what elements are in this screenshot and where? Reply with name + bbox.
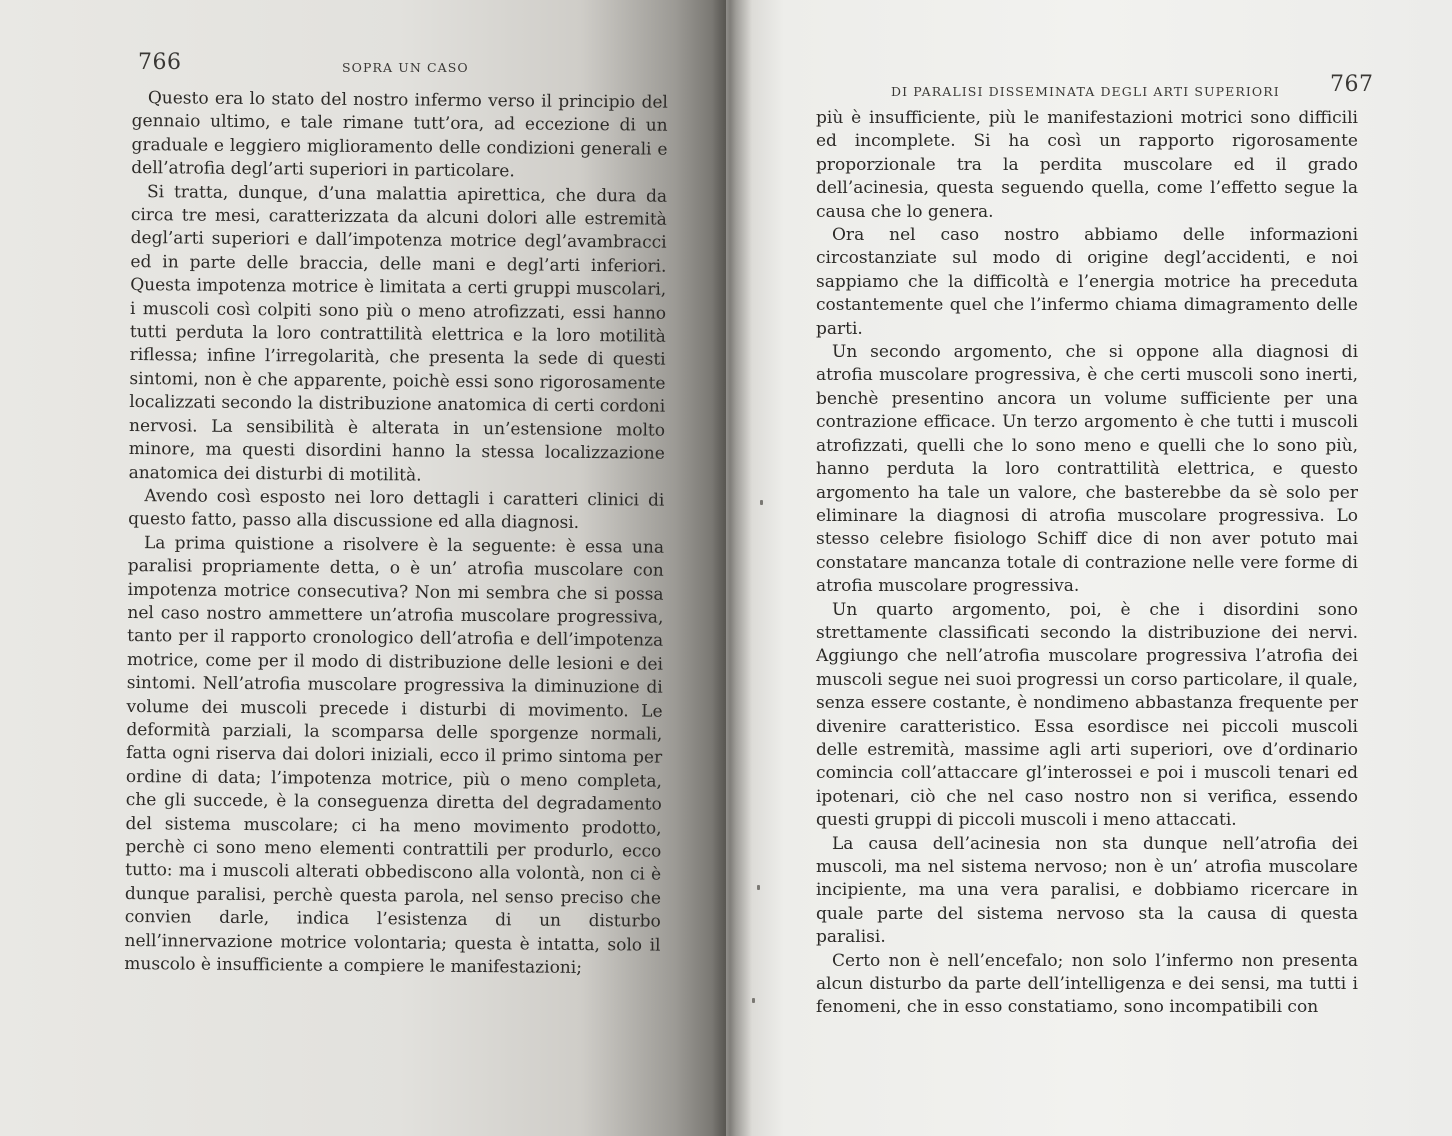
binding-mark <box>757 885 760 890</box>
paragraph: Un quarto argomento, poi, è che i disordini sono strettamente classificati secondo la distribuzione dei nervi. Aggiungo che nell’atrofia muscolare progressiva l’atrofia dei muscoli segue nei suoi progressi un corso particolare, il quale, senza essere costante, è nondimeno abbastanza frequente per divenire caratteristico. Essa esordisce nei piccoli muscoli delle estremità, massime agli arti superiori, ove d’ordinario comincia coll’attaccare gl’interossei e poi i muscoli tenari ed ipotenari, ciò che nel caso nostro non si verifica, essendo questi gruppi di piccoli muscoli i meno attaccati. <box>816 599 1358 831</box>
running-head: SOPRA UN CASO <box>342 60 469 75</box>
right-page <box>726 0 1452 1136</box>
page-number: 767 <box>1330 72 1374 97</box>
running-head: DI PARALISI DISSEMINATA DEGLI ARTI SUPERIORI <box>891 84 1280 99</box>
paragraph: La prima quistione a risolvere è la seguente: è essa una paralisi propriamente detta, o è un’ atrofia muscolare con impotenza motrice consecutiva? Non mi sembra che si possa nel caso nostro ammettere un’atrofia muscolare progressiva, tanto per il rapporto cronologico dell’atrofia e dell’impotenza motrice, come per il modo di distribuzione delle lesioni e dei sintomi. Nell’atrofia muscolare progressiva la diminuzione di volume dei muscoli precede i disturbi di movimento. Le deformità parziali, la scomparsa delle sporgenze normali, fatta ogni riserva dai dolori iniziali, ecco il primo sintoma per ordine di data; l’impotenza motrice, più o meno completa, che gli succede, è la conseguenza diretta del degradamento del sistema muscolare; ci ha meno movimento prodotto, perchè ci sono meno elementi contrattili per produrlo, ecco tutto: ma i muscoli alterati obbediscono alla volontà, non ci è dunque paralisi, perchè questa parola, nel senso preciso che convien darle, indica l’esistenza di un disturbo nell’innervazione motrice volontaria; questa è intatta, solo il muscolo è insufficiente a compiere le manifestazioni; <box>124 532 665 978</box>
binding-mark <box>752 998 755 1003</box>
paragraph: Questo era lo stato del nostro infermo verso il principio del gennaio ultimo, e tale rimane tutt’ora, ad eccezione di un graduale e leggiero miglioramento delle condizioni generali e dell’atrofia degl’arti superiori in particolare. <box>131 88 668 182</box>
paragraph: La causa dell’acinesia non sta dunque nell’atrofia dei muscoli, ma nel sistema nervoso; non è un’ atrofia muscolare incipiente, ma una vera paralisi, e dobbiamo ricercare in quale parte del sistema nervoso sta la causa di questa paralisi. <box>816 833 1358 948</box>
paragraph: Certo non è nell’encefalo; non solo l’infermo non presenta alcun disturbo da parte dell’intelligenza e dei sensi, ma tutti i fenomeni, che in esso constatiamo, sono incompatibili con <box>816 950 1358 1018</box>
left-page-header <box>0 50 726 80</box>
binding-mark <box>760 500 763 505</box>
right-page-body <box>816 107 1358 1020</box>
paragraph: Si tratta, dunque, d’una malattia apirettica, che dura da circa tre mesi, caratterizzata da alcuni dolori alle estremità degl’arti superiori e dall’impotenza motrice degl’avambracci ed in parte delle braccia, delle mani e degl’arti inferiori. Questa impotenza motrice è limitata a certi gruppi muscolari, i muscoli così colpiti sono più o meno atrofizzati, essi hanno tutti perduta la loro contrattilità elettrica e la loro motilità riflessa; infine l’irregolarità, che presenta la sede di questi sintomi, non è che apparente, poichè essi sono rigorosamente localizzati secondo la distribuzione anatomica di certi cordoni nervosi. La sensibilità è alterata in un’estensione molto minore, ma questi disordini hanno la stessa localizzazione anatomica dei disturbi di motilità. <box>128 181 668 486</box>
paragraph: Un secondo argomento, che si oppone alla diagnosi di atrofia muscolare progressiva, è che certi muscoli sono inerti, benchè presentino ancora un volume sufficiente per una contrazione efficace. Un terzo argomento è che tutti i muscoli atrofizzati, quelli che lo sono meno e quelli che lo sono più, hanno perduta la loro contrattilità elettrica, e questo argomento ha tale un valore, che basterebbe da sè solo per eliminare la diagnosi di atrofia muscolare progressiva. Lo stesso celebre fisiologo Schiff dice di non aver potuto mai constatare mancanza totale di contrazione nelle vere forme di atrofia muscolare progressiva. <box>816 342 1358 597</box>
paragraph: Avendo così esposto nei loro dettagli i caratteri clinici di questo fatto, passo alla discussione ed alla diagnosi. <box>128 486 665 534</box>
paragraph: più è insufficiente, più le manifestazioni motrici sono difficili ed incomplete. Si ha così un rapporto rigorosamente proporzionale tra la perdita muscolare ed il grado dell’acinesia, questa seguendo quella, come l’effetto segue la causa che lo genera. <box>816 108 1358 222</box>
left-page-body <box>124 87 668 981</box>
right-page-header <box>726 72 1452 102</box>
page-number: 766 <box>138 50 182 75</box>
paragraph: Ora nel caso nostro abbiamo delle informazioni circostanziate sul modo di origine degl’accidenti, e noi sappiamo che la difficoltà e l’energia motrice ha preceduta costantemente quel che l’infermo chiama dimagramento delle parti. <box>816 225 1358 339</box>
